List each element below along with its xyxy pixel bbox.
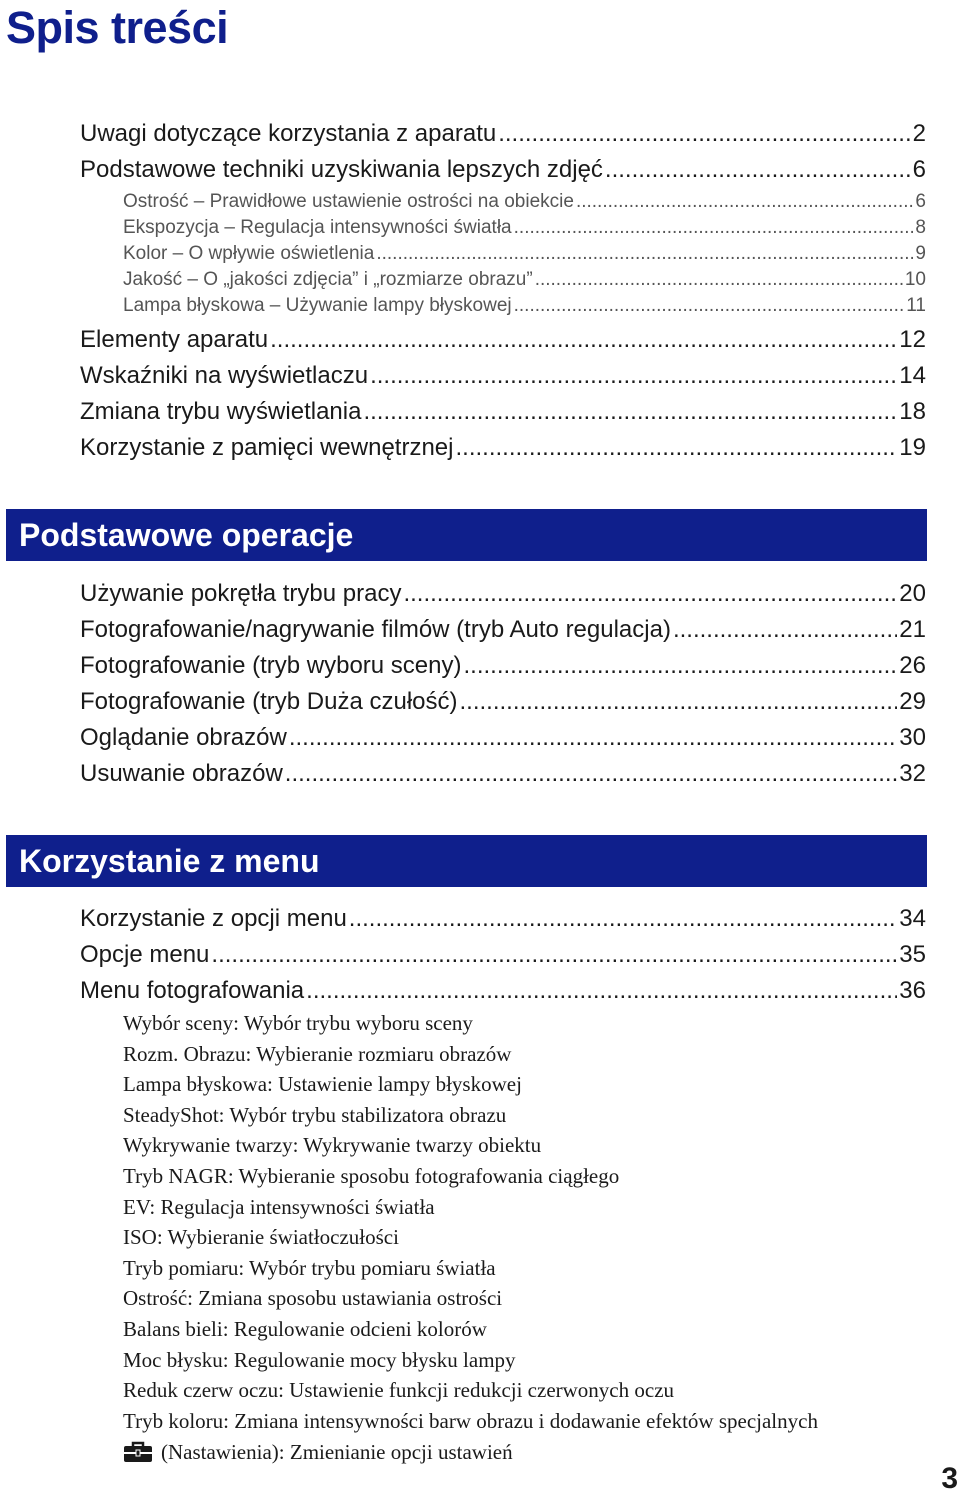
menu-item[interactable]: EV: Regulacja intensywności światła — [123, 1194, 435, 1219]
settings-menu-text: (Nastawienia): Zmienianie opcji ustawień — [161, 1440, 513, 1464]
toc-entry[interactable] — [80, 576, 926, 612]
toc-entry-page: 14 — [899, 362, 926, 389]
toc-entry-label: Opcje menu — [80, 941, 210, 968]
toc-entry-page: 30 — [899, 724, 926, 751]
dot-leader — [211, 937, 897, 973]
page-number: 3 — [941, 1462, 958, 1495]
toc-entry-label: Korzystanie z opcji menu — [80, 905, 347, 932]
dot-leader — [270, 322, 897, 358]
toc-entry-page: 11 — [906, 295, 926, 316]
menu-item[interactable]: Tryb pomiaru: Wybór trybu pomiaru światła — [123, 1255, 496, 1280]
toc-subentry[interactable] — [123, 189, 926, 215]
toc-entry-page: 12 — [899, 326, 926, 353]
menu-item[interactable]: Lampa błyskowa: Ustawienie lampy błyskowej — [123, 1072, 522, 1097]
dot-leader — [605, 152, 911, 188]
dot-leader — [535, 267, 903, 293]
menu-item[interactable]: SteadyShot: Wybór trybu stabilizatora obrazu — [123, 1102, 507, 1127]
toc-subentry[interactable] — [123, 241, 926, 267]
section-heading-basic-operations: Podstawowe operacje — [6, 509, 927, 561]
toc-entry-label: Wskaźniki na wyświetlaczu — [80, 362, 369, 389]
toc-entry-label: Menu fotografowania — [80, 977, 305, 1004]
toc-entry[interactable] — [80, 937, 926, 973]
dot-leader — [285, 756, 898, 792]
dot-leader — [370, 358, 897, 394]
toc-entry[interactable] — [80, 394, 926, 430]
menu-item[interactable]: Tryb NAGR: Wybieranie sposobu fotografowania ciągłego — [123, 1164, 620, 1188]
menu-item[interactable]: Ostrość: Zmiana sposobu ustawiania ostrości — [123, 1286, 503, 1311]
toc-entry[interactable] — [80, 430, 926, 466]
toc-entry-label: Korzystanie z pamięci wewnętrznej — [80, 434, 454, 461]
toc-entry-page: 34 — [899, 905, 926, 932]
toc-entry-page: 8 — [915, 217, 926, 238]
menu-item[interactable]: Wykrywanie twarzy: Wykrywanie twarzy obiektu — [123, 1133, 542, 1158]
dot-leader — [498, 116, 910, 152]
menu-item[interactable]: Reduk czerw oczu: Ustawienie funkcji redukcji czerwonych oczu — [123, 1378, 675, 1403]
dot-leader — [376, 241, 913, 267]
menu-item[interactable]: Rozm. Obrazu: Wybieranie rozmiaru obrazów — [123, 1041, 512, 1066]
dot-leader — [464, 648, 898, 684]
toc-entry[interactable] — [80, 684, 926, 720]
toc-entry[interactable] — [80, 152, 926, 188]
dot-leader — [459, 684, 897, 720]
toc-entry-page: 32 — [899, 760, 926, 787]
toolbox-icon — [123, 1441, 153, 1463]
toc-entry-label: Ostrość – Prawidłowe ustawienie ostrości na obiekcie — [123, 191, 574, 212]
dot-leader — [349, 901, 898, 937]
toc-entry-page: 18 — [899, 398, 926, 425]
toc-subentry[interactable] — [123, 215, 926, 241]
settings-menu-item[interactable] — [123, 1437, 513, 1467]
toc-entry-label: Podstawowe techniki uzyskiwania lepszych zdjęć — [80, 156, 603, 183]
menu-item[interactable]: ISO: Wybieranie światłoczułości — [123, 1225, 399, 1250]
toc-entry[interactable] — [80, 901, 926, 937]
toc-entry-page: 20 — [899, 580, 926, 607]
toc-subentry[interactable] — [123, 293, 926, 319]
toc-entry[interactable] — [80, 648, 926, 684]
toc-entry[interactable] — [80, 720, 926, 756]
toc-entry-page: 2 — [912, 120, 926, 147]
dot-leader — [514, 215, 914, 241]
menu-item[interactable]: Balans bieli: Regulowanie odcieni kolorów — [123, 1317, 487, 1341]
menu-item[interactable]: Moc błysku: Regulowanie mocy błysku lampy — [123, 1347, 516, 1372]
toc-entry[interactable] — [80, 322, 926, 358]
toc-entry-label: Lampa błyskowa – Używanie lampy błyskowej — [123, 295, 512, 316]
toc-entry-page: 35 — [899, 941, 926, 968]
toc-entry[interactable] — [80, 116, 926, 152]
dot-leader — [456, 430, 898, 466]
toc-entry-label: Fotografowanie (tryb wyboru sceny) — [80, 652, 462, 679]
toc-subentry[interactable] — [123, 267, 926, 293]
dot-leader — [289, 720, 897, 756]
dot-leader — [306, 973, 897, 1009]
toc-entry-label: Jakość – O „jakości zdjęcia” i „rozmiarze obrazu” — [123, 269, 533, 290]
toc-entry-label: Oglądanie obrazów — [80, 724, 287, 751]
toc-entry-page: 10 — [904, 269, 926, 290]
toc-entry-label: Kolor – O wpływie oświetlenia — [123, 243, 375, 264]
toc-entry-label: Ekspozycja – Regulacja intensywności światła — [123, 217, 512, 238]
dot-leader — [514, 293, 905, 319]
toc-entry-label: Uwagi dotyczące korzystania z aparatu — [80, 120, 497, 147]
menu-item[interactable]: Tryb koloru: Zmiana intensywności barw obrazu i dodawanie efektów specjalnych — [123, 1408, 818, 1433]
toc-entry-page: 6 — [912, 156, 926, 183]
toc-entry[interactable] — [80, 612, 926, 648]
toc-entry-page: 6 — [915, 191, 926, 212]
toc-entry-label: Usuwanie obrazów — [80, 760, 283, 787]
toc-entry-label: Fotografowanie/nagrywanie filmów (tryb Auto regulacja) — [80, 616, 671, 643]
toc-entry-label: Zmiana trybu wyświetlania — [80, 398, 362, 425]
toc-entry[interactable] — [80, 973, 926, 1009]
dot-leader — [403, 576, 897, 612]
toc-entry[interactable] — [80, 358, 926, 394]
toc-entry-label: Używanie pokrętła trybu pracy — [80, 580, 402, 607]
dot-leader — [363, 394, 897, 430]
toc-entry-page: 21 — [899, 616, 926, 643]
page-title: Spis treści — [6, 2, 229, 53]
toc-entry-page: 26 — [899, 652, 926, 679]
toc-entry-page: 9 — [915, 243, 926, 264]
toc-entry-page: 19 — [899, 434, 926, 461]
toc-entry-label: Fotografowanie (tryb Duża czułość) — [80, 688, 458, 715]
dot-leader — [576, 189, 913, 215]
dot-leader — [673, 612, 897, 648]
toc-entry-label: Elementy aparatu — [80, 326, 269, 353]
section-heading-menu: Korzystanie z menu — [6, 835, 927, 887]
toc-entry[interactable] — [80, 756, 926, 792]
toc-entry-page: 36 — [899, 977, 926, 1004]
menu-item[interactable]: Wybór sceny: Wybór trybu wyboru sceny — [123, 1011, 473, 1035]
toc-entry-page: 29 — [899, 688, 926, 715]
